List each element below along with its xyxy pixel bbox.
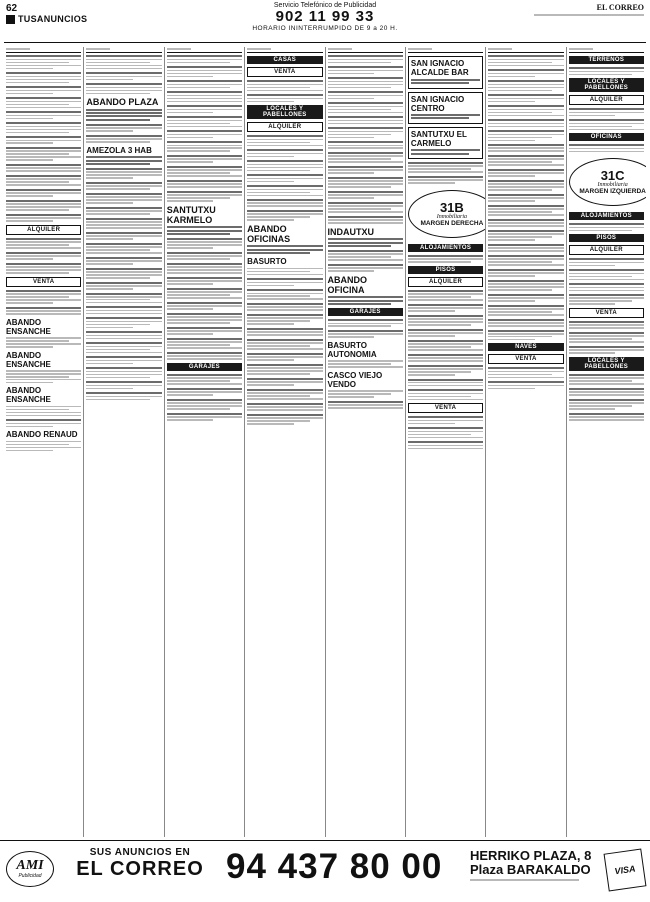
list-item (488, 255, 563, 266)
featured-ad-title: ABANDO RENAUD (6, 430, 78, 440)
list-item (247, 80, 322, 91)
list-item (408, 441, 483, 449)
column-5-heading (328, 47, 403, 53)
list-item (167, 180, 242, 188)
newspaper-name: EL CORREO (596, 3, 644, 12)
list-item (86, 55, 161, 69)
list-item (86, 83, 161, 94)
featured-ad-title: BASURTO AUTONOMIA (327, 341, 377, 360)
featured-ad-title: ABANDO ENSANCHE (6, 386, 51, 405)
list-item (167, 91, 242, 102)
list-item (167, 302, 242, 310)
list-item (247, 245, 322, 254)
list-item (247, 403, 322, 411)
footer-address-note (470, 879, 600, 881)
list-item (328, 166, 403, 174)
featured-ad-title: ABANDO ENSANCHE (6, 317, 51, 336)
section-heading-naves: NAVES (488, 343, 563, 351)
column-4 (245, 47, 325, 837)
list-item (167, 313, 242, 324)
column-2-heading (86, 47, 161, 53)
section-heading-garajes: GARAJES (167, 363, 242, 371)
list-item (328, 296, 403, 305)
list-item (167, 226, 242, 235)
column-6-heading (408, 47, 483, 53)
list-item (6, 419, 81, 427)
list-item (488, 330, 563, 341)
list-item (488, 69, 563, 77)
list-item (328, 216, 403, 224)
page-number: 62 (6, 3, 18, 14)
list-item (86, 367, 161, 378)
logo-tagline: MARGEN IZQUIERDA (579, 188, 646, 196)
list-item (247, 414, 322, 425)
list-item (86, 193, 161, 204)
list-item (247, 278, 322, 286)
service-phone: 902 11 99 33 (275, 8, 375, 25)
list-item (86, 293, 161, 304)
section-brand (6, 14, 87, 24)
list-item (167, 388, 242, 396)
list-item (247, 378, 322, 386)
featured-ad-title: ABANDO OFICINA (327, 274, 367, 295)
featured-ad (408, 92, 483, 124)
list-item (86, 331, 161, 339)
column-6 (406, 47, 486, 837)
list-item (6, 290, 81, 304)
list-item (488, 194, 563, 202)
column-1-heading (6, 47, 81, 53)
featured-ad-title: SANTUTXU EL CARMELO (410, 129, 467, 148)
list-item (167, 166, 242, 177)
list-item (488, 305, 563, 316)
list-item (408, 354, 483, 362)
list-item (247, 303, 322, 311)
list-item (328, 127, 403, 138)
header-rule (4, 42, 646, 43)
list-item (328, 401, 403, 409)
list-item (167, 338, 242, 349)
list-item (408, 379, 483, 387)
section-heading-alojamientos: ALOJAMIENTOS (408, 244, 483, 252)
list-item (86, 182, 161, 190)
list-item (247, 199, 322, 207)
list-item (408, 365, 483, 376)
page-header (0, 0, 650, 44)
featured-ad-title: SANTUTXU KARMELO (166, 204, 216, 225)
list-item (488, 219, 563, 227)
list-item (569, 269, 644, 280)
list-item (488, 367, 563, 378)
footer-phone: 94 437 80 00 (226, 847, 443, 886)
list-item (488, 155, 563, 166)
section-heading-casas: CASAS (247, 56, 322, 64)
list-item (488, 244, 563, 252)
list-item (6, 97, 81, 108)
list-item (86, 207, 161, 215)
column-2 (84, 47, 164, 837)
list-item (167, 116, 242, 127)
list-item (247, 185, 322, 196)
brand-square-icon (6, 15, 15, 24)
list-item (6, 86, 81, 94)
list-item (328, 91, 403, 99)
list-item (167, 80, 242, 88)
list-item (408, 416, 483, 424)
masthead (534, 3, 644, 17)
service-label: Servicio Telefónico de Publicidad (273, 2, 377, 9)
list-item (569, 258, 644, 266)
list-item (488, 119, 563, 127)
service-hours: HORARIO ININTERRUMPIDO DE 9 a 20 H. (252, 25, 398, 32)
column-7-heading (488, 47, 563, 53)
list-item (247, 268, 322, 276)
featured-ad-title: ABANDO PLAZA (86, 97, 159, 108)
logo-number: 31C (600, 168, 625, 184)
list-item (86, 356, 161, 364)
featured-ad-title: BASURTO (247, 257, 287, 267)
list-item (408, 176, 483, 184)
featured-ad-title: CASCO VIEJO VENDO (327, 371, 383, 389)
list-item (167, 288, 242, 299)
list-item (328, 102, 403, 113)
section-heading-oficinas: OFICINAS (569, 133, 644, 141)
logo-subtitle: Inmobiliaria (597, 182, 628, 189)
list-item (328, 191, 403, 199)
list-item (488, 169, 563, 177)
inmobiliaria-31c-logo (569, 158, 646, 206)
list-item (328, 319, 403, 327)
list-item (247, 314, 322, 325)
list-item (408, 329, 483, 337)
list-item (328, 330, 403, 338)
list-item (167, 141, 242, 152)
list-item (488, 269, 563, 277)
list-item (6, 164, 81, 172)
list-item (569, 223, 644, 231)
section-heading-terrenos: TERRENOS (569, 56, 644, 64)
section-heading-venta: VENTA (408, 403, 483, 413)
column-8 (567, 47, 646, 837)
list-item (167, 191, 242, 202)
list-item (408, 255, 483, 263)
footer-banner (0, 840, 650, 902)
list-item (167, 55, 242, 63)
list-item (86, 72, 161, 80)
list-item (6, 136, 81, 144)
list-item (247, 339, 322, 350)
section-heading-locales: LOCALES Y PABELLONES (569, 357, 644, 371)
list-item (86, 342, 161, 353)
footer-line-1: SUS ANUNCIOS EN (89, 847, 191, 858)
list-item (167, 263, 242, 274)
list-item (569, 283, 644, 291)
list-item (86, 392, 161, 400)
list-item (247, 289, 322, 300)
list-item (408, 389, 483, 400)
list-item (328, 250, 403, 261)
list-item (569, 67, 644, 75)
list-item (488, 94, 563, 102)
list-item (488, 55, 563, 66)
list-item (328, 116, 403, 124)
list-item (247, 160, 322, 171)
list-item (6, 72, 81, 83)
list-item (167, 374, 242, 385)
list-item (488, 80, 563, 91)
list-item (6, 111, 81, 119)
list-item (86, 124, 161, 132)
list-item (408, 290, 483, 301)
section-heading-alojamientos: ALOJAMIENTOS (569, 212, 644, 220)
list-item (488, 144, 563, 152)
column-4-heading (247, 47, 322, 53)
list-item (6, 200, 81, 211)
list-item (569, 346, 644, 354)
section-heading-alquiler: ALQUILER (408, 277, 483, 287)
list-item (328, 152, 403, 163)
list-item (328, 177, 403, 188)
column-3-heading (167, 47, 242, 53)
list-item (569, 388, 644, 396)
list-item (247, 328, 322, 336)
list-item (6, 122, 81, 133)
list-item (167, 130, 242, 138)
footer-tagline (60, 847, 220, 880)
list-item (6, 370, 81, 384)
list-item (167, 352, 242, 360)
list-item (328, 264, 403, 272)
list-item (328, 66, 403, 74)
section-heading-alquiler: ALQUILER (6, 225, 81, 235)
column-7 (486, 47, 566, 837)
list-item (569, 119, 644, 130)
list-item (408, 304, 483, 312)
list-item (86, 243, 161, 254)
classifieds-columns (4, 47, 646, 837)
logo-subtitle: Inmobiliaria (436, 213, 468, 220)
list-item (569, 321, 644, 329)
list-item (167, 105, 242, 113)
inmobiliaria-31b-logo (408, 190, 486, 238)
list-item (247, 353, 322, 361)
featured-ad (408, 56, 483, 88)
featured-ad-title: SAN IGNACIO ALCALDE BAR (410, 59, 469, 78)
footer-address-1: HERRIKO PLAZA, 8 (470, 848, 592, 863)
list-item (569, 108, 644, 116)
list-item (328, 77, 403, 88)
list-item (247, 149, 322, 157)
section-heading-alquiler: ALQUILER (247, 122, 322, 132)
list-item (6, 175, 81, 186)
list-item (328, 360, 403, 368)
list-item (167, 252, 242, 260)
column-8-heading (569, 47, 644, 53)
featured-ad-title: AMEZOLA 3 HAB (86, 145, 152, 155)
list-item (488, 230, 563, 241)
section-heading-alquiler: ALQUILER (569, 245, 644, 255)
list-item (86, 317, 161, 328)
column-3 (165, 47, 245, 837)
list-item (569, 294, 644, 305)
list-item (247, 174, 322, 182)
list-item (6, 441, 81, 452)
section-heading-pisos: PISOS (408, 266, 483, 274)
list-item (328, 202, 403, 213)
list-item (6, 263, 81, 274)
list-item (408, 340, 483, 351)
list-item (488, 205, 563, 216)
footer-address-2: Plaza BARAKALDO (470, 862, 591, 877)
list-item (6, 55, 81, 69)
list-item (569, 332, 644, 343)
footer-address (470, 849, 600, 882)
footer-line-2: EL CORREO (76, 858, 204, 880)
list-item (86, 381, 161, 389)
featured-ad-title: ABANDO ENSANCHE (6, 350, 51, 369)
ami-logo-sub: Publicidad (18, 873, 42, 879)
list-item (488, 381, 563, 389)
list-item (86, 168, 161, 179)
list-item (6, 147, 81, 161)
list-item (6, 189, 81, 197)
list-item (86, 109, 161, 121)
list-item (247, 389, 322, 400)
section-heading-locales: LOCALES Y PABELLONES (569, 78, 644, 92)
list-item (488, 180, 563, 191)
list-item (167, 277, 242, 285)
logo-number: 31B (439, 199, 464, 215)
section-heading-alquiler: ALQUILER (569, 95, 644, 105)
list-item (86, 218, 161, 229)
featured-ad-title: SAN IGNACIO CENTRO (410, 94, 465, 113)
card-stamp-icon (604, 849, 647, 892)
list-item (6, 214, 81, 222)
list-item (408, 162, 483, 173)
section-heading-venta: VENTA (6, 277, 81, 287)
featured-ad (408, 127, 483, 159)
list-item (569, 399, 644, 410)
list-item (167, 238, 242, 249)
list-item (488, 294, 563, 302)
list-item (328, 238, 403, 247)
list-item (569, 413, 644, 421)
list-item (6, 337, 81, 348)
column-5 (326, 47, 406, 837)
list-item (86, 135, 161, 143)
list-item (86, 156, 161, 165)
featured-ad-title: INDAUTXU (327, 226, 374, 237)
ami-logo (6, 851, 54, 887)
list-item (247, 135, 322, 146)
section-heading-garajes: GARAJES (328, 308, 403, 316)
ami-logo-main: AMI (16, 858, 44, 873)
list-item (6, 252, 81, 260)
list-item (86, 232, 161, 240)
list-item (6, 307, 81, 315)
list-item (86, 306, 161, 314)
section-heading-locales: LOCALES Y PABELLONES (247, 105, 322, 119)
section-name: TUSANUNCIOS (18, 14, 88, 24)
list-item (167, 327, 242, 335)
list-item (167, 155, 242, 163)
list-item (488, 280, 563, 291)
list-item (408, 315, 483, 326)
column-1 (4, 47, 84, 837)
list-item (167, 399, 242, 410)
section-heading-venta: VENTA (247, 67, 322, 77)
list-item (569, 144, 644, 152)
service-banner (200, 2, 450, 32)
issue-date (534, 14, 644, 16)
list-item (408, 427, 483, 438)
section-heading-venta: VENTA (488, 354, 563, 364)
list-item (488, 105, 563, 116)
list-item (86, 282, 161, 290)
list-item (247, 210, 322, 221)
list-item (328, 141, 403, 149)
list-item (167, 413, 242, 421)
list-item (569, 374, 644, 385)
list-item (6, 406, 81, 417)
list-item (86, 268, 161, 279)
list-item (167, 66, 242, 77)
list-item (328, 390, 403, 398)
list-item (247, 364, 322, 375)
list-item (488, 319, 563, 327)
list-item (86, 257, 161, 265)
list-item (328, 55, 403, 63)
stamp-label: VISA (613, 863, 637, 877)
logo-tagline: MARGEN DERECHA (420, 219, 484, 227)
featured-ad-title: ABANDO OFICINAS (247, 224, 291, 245)
section-heading-pisos: PISOS (569, 234, 644, 242)
section-heading-venta: VENTA (569, 308, 644, 318)
list-item (6, 238, 81, 249)
list-item (247, 94, 322, 102)
list-item (488, 130, 563, 141)
